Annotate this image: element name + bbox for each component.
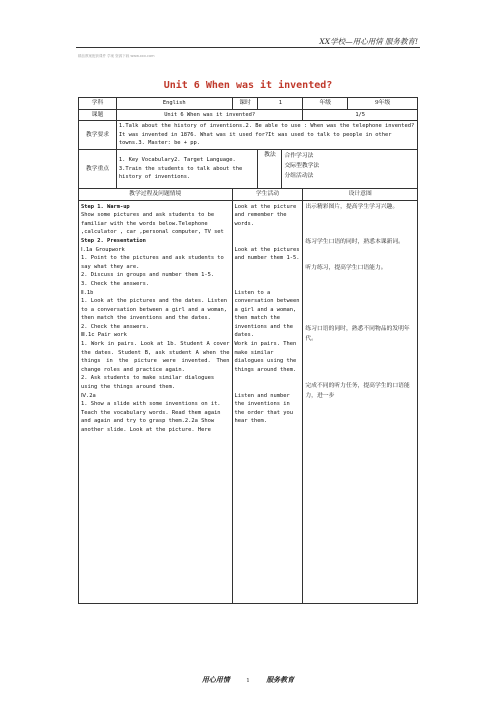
grade-label: 年级 — [303, 98, 348, 110]
footer-left-text: 用心用情 — [201, 675, 230, 684]
process-column-header: 教学过程及问题情境 — [79, 188, 233, 200]
design-column-header: 设计意图 — [303, 188, 418, 200]
activity-3: Listen to a conversation between a girl and a woman, then match the inventions and the dates. — [234, 289, 300, 339]
grade-value: 9年级 — [348, 98, 418, 110]
activity-1: Look at the picture and remember the words. — [234, 203, 297, 227]
method-item: 合作学习法 — [284, 152, 314, 159]
pairwork-heading: Ⅲ.1c Pair work — [81, 332, 127, 339]
page-title: Unit 6 When was it invented? — [163, 80, 333, 91]
step1-heading: Step 1. Warm-up — [81, 203, 130, 210]
method-item: 交际型教学法 — [284, 162, 320, 169]
activity-2: Look at the pictures and number them 1-5. — [234, 246, 300, 262]
step2-heading: Step 2. Presentation — [81, 237, 146, 244]
subject-value: English — [116, 98, 232, 110]
info-row — [79, 98, 418, 110]
requirements-line-1: 1.Talk about the history of inventions.2. Be able to use : When was the telephone invented? — [118, 123, 415, 130]
pairwork-item-1: 1. Work in pairs. Look at 1b. Student A cover the dates. Student B, ask student A when the things in the picture were invented. Then change roles and practice again. — [81, 341, 230, 373]
requirements-line-2: It was invented in 1876. What was it used for?It was used to talk to people in other towns.3. Master: be + pp. — [118, 131, 392, 147]
groupwork-item-1: 1. Point to the pictures and ask students to say what they are. — [81, 255, 224, 270]
lesson-plan-table — [78, 97, 418, 604]
subject-label: 学科 — [79, 98, 117, 110]
topic-label: 课题 — [79, 109, 117, 121]
page-header: XX学校—用心用情 服务教育! — [319, 37, 418, 46]
focus-line-2: 3.Train the students to talk about the history of inventions. — [118, 165, 243, 181]
period-label: 课时 — [232, 98, 258, 110]
requirements-row — [79, 121, 418, 150]
step1-text: Show some pictures and ask students to be familiar with the words below.Telephone ,calculator , car ,personal computer, TV set — [81, 212, 224, 236]
header-rule — [76, 47, 420, 48]
activity-column-header: 学生活动 — [232, 188, 303, 200]
focus-label: 教学重点 — [79, 149, 117, 188]
methods-list — [282, 149, 418, 188]
design-1: 出示精彩图片，提高学生学习兴趣。 — [305, 203, 399, 210]
page-number: 1 — [246, 678, 250, 684]
focus-row — [79, 149, 418, 188]
topic-value: Unit 6 When was it invented? — [116, 109, 302, 121]
body-row — [79, 200, 418, 603]
focus-line-1: 1. Key Vocabulary2. Target Language. — [118, 157, 236, 164]
requirements-label: 教学要求 — [79, 121, 117, 150]
progress-value: 1/5 — [303, 109, 418, 121]
listening-heading: Ⅱ.1b — [81, 289, 94, 296]
design-3: 听力练习，提高学生口语能力。 — [305, 264, 387, 271]
section-2a-heading: Ⅳ.2a — [81, 392, 96, 399]
activity-cell — [232, 200, 303, 603]
listening-item-2: 2. Check the answers. — [81, 323, 150, 330]
topic-row — [79, 109, 418, 121]
section-2a-item-1: 1. Show a slide with some inventions on it. Teach the vocabulary words. Read them again and again and try to grasp them.2.2a Show another slide. Look at the picture. Here — [81, 401, 221, 433]
pairwork-item-2: 2. Ask students to make similar dialogues using the things around them. — [81, 375, 215, 391]
method-item: 分组活动法 — [284, 172, 314, 179]
activity-4: Work in pairs. Then make similar dialogues using the things around them. — [234, 341, 297, 373]
process-cell — [79, 200, 233, 603]
footer-right-text: 服务教育 — [266, 675, 295, 684]
column-header-row — [79, 188, 418, 200]
design-5: 完成不同的听力任务，提高学生的口语能力，进一步 — [305, 383, 410, 399]
groupwork-item-2: 2. Discuss in groups and number them 1-5. — [81, 272, 215, 279]
listening-item-1: 1. Look at the pictures and the dates. Listen to a conversation between a girl and a woman, then match the inventions and the dates. — [81, 298, 228, 322]
page-footer — [0, 675, 496, 685]
activity-5: Listen and number the inventions in the order that you hear them. — [234, 392, 293, 425]
design-2: 练习学生口语的同时，熟悉本课新词。 — [305, 239, 404, 246]
groupwork-heading: Ⅰ.1a Groupwork — [81, 246, 125, 253]
design-cell — [303, 200, 418, 603]
groupwork-item-3: 3. Check the answers. — [81, 280, 150, 287]
period-value: 1 — [258, 98, 303, 110]
design-4: 练习口语的同时，熟悉不同物品的发明年代。 — [305, 326, 410, 342]
requirements-text — [116, 121, 417, 150]
method-label: 教法 — [258, 149, 282, 188]
header-small-note: 精品教案配套课件 学案 资源下载 www.xxx.com — [78, 54, 155, 58]
focus-text — [116, 149, 258, 188]
